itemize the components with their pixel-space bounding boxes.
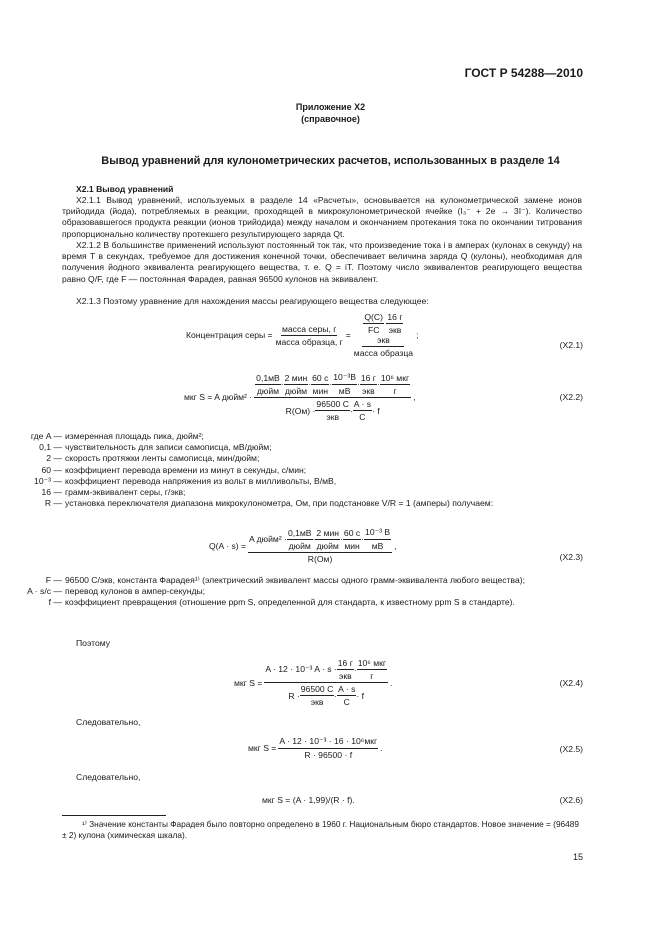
legend-row: где A — измеренная площадь пика, дюйм²; xyxy=(30,431,204,441)
legend-row: F — 96500 C/экв, константа Фарадея¹⁾ (электрический эквивалент массы одного грамм-эквивалента любого вещества); xyxy=(45,575,526,585)
legend-row: f — коэффициент превращения (отношение ppm S, определенной для стандарта, к известному ppm S в стандарте). xyxy=(48,597,515,608)
legend-row: 16 — грамм-эквивалент серы, г/экв; xyxy=(41,487,186,498)
equation-number-x2-2: (X2.2) xyxy=(559,392,583,402)
variable-legend xyxy=(0,431,583,509)
paragraph-x2-1-3: X2.1.3 Поэтому уравнение для нахождения массы реагирующего вещества следующее: xyxy=(76,296,429,306)
footnote: ¹⁾ Значение константы Фарадея было повторно определено в 1960 г. Национальным бюро стандартов. Новое значение = (96489 ± 2) кулона (химическая шкала). xyxy=(62,819,580,840)
legend-row: R — установка переключателя диапазона микрокулонометра, Ом, при подстановке V/R = 1 (амперы) получаем: xyxy=(44,498,494,509)
equation-number-x2-1: (X2.1) xyxy=(559,340,583,350)
equation-x2-3: Q(A · s) = A дюйм² · $\frac{0,1мВ}{\text{дюйм}}$ · $\frac{\text{2 мин}}{\text{дюйм}}$ · $\frac{60 с}{\text{мин}}$ · $\frac{\text{10⁻³ В}}{мВ}$ R(Ом) , xyxy=(209,527,397,564)
equation-number-x2-4: (X2.4) xyxy=(559,678,583,688)
appendix-heading xyxy=(0,101,661,125)
equation-number-x2-3: (X2.3) xyxy=(559,552,583,562)
equation-number-x2-6: (X2.6) xyxy=(559,795,583,805)
paragraph-x2-1-2: X2.1.2 В большинстве применений используют постоянный ток так, что произведение тока i в амперах (кулонах в секунду) на время T в секундах, требуемое для достижения конечной точки, обеспечивает величина заряда Q (кулоны), необходимая для получения йодного эквивалента реагирующего вещества, т. е. Q = iT. Поэтому число эквивалентов реагирующего вещества равно Q/F, где F — постоянная Фарадея, равная 96500 кулонов на эквивалент. xyxy=(62,240,582,284)
standard-header: ГОСТ Р 54288—2010 xyxy=(464,66,583,80)
legend-row: 0,1 — чувствительность для записи самописца, мВ/дюйм; xyxy=(39,442,272,453)
paragraph-x2-1-1: X2.1.1 Вывод уравнений, используемых в разделе 14 «Расчеты», основывается на кулонометрической замене ионов трийодида (йода), потребляемых в реакции, проходящей в микрокулонометрической ячейке (I₃⁻ + 2e → 3I⁻). Количество образовавшегося продукта реакции (ионов трийодида) между началом и окончанием протекания тока по окончании титрования пропорционально количеству протекшего результирующего заряда Qt. xyxy=(62,195,582,239)
equation-x2-2: мкг S = A дюйм² · $\frac{0,1мВ}{\text{дюйм}}$ · $\frac{\text{2 мин}}{\text{дюйм}}$ · $\frac{60 с}{\text{мин}}$ · $\frac{\text{10⁻³В}}{мВ}$ · $\frac{16 г}{\text{экв}}$ · $\frac{\text{10⁶ мкг}}{г}$ R(Ом) · $\frac{96500 C}{\text{экв}}$ · $\frac{A \cdot s}{C}$ · f , xyxy=(184,372,416,422)
appendix-type: (справочное) xyxy=(301,114,360,124)
variable-legend-2 xyxy=(0,575,583,609)
subsection-heading: X2.1 Вывод уравнений xyxy=(76,184,174,194)
equation-x2-4: мкг S = A · 12 · 10⁻³ A · s · $\frac{16 г}{\text{экв}}$ · $\frac{\text{10⁶ мкг}}{г}$ R · $\frac{96500 C}{\text{экв}}$ · $\frac{A \cdot s}{C}$ · f . xyxy=(234,658,393,707)
word-consequently-1: Следовательно, xyxy=(76,717,141,727)
legend-row: 60 — коэффициент перевода времени из минут в секунды, с/мин; xyxy=(41,464,307,475)
legend-row: 2 — скорость протяжки ленты самописца, мин/дюйм; xyxy=(46,453,260,464)
section-title: Вывод уравнений для кулонометрических расчетов, использованных в разделе 14 xyxy=(101,155,560,167)
legend-row: A · s/c — перевод кулонов в ампер-секунды; xyxy=(27,586,206,597)
equation-x2-1: Концентрация серы = $\frac{\text{масса серы, г}}{\text{масса образца, г}}$ = $\frac{Q(C)}{FC}$ $\frac{16 г}{\text{экв}}$ экв масса образца ; xyxy=(186,312,419,358)
appendix-label: Приложение X2 xyxy=(295,102,366,112)
page-number: 15 xyxy=(572,852,583,862)
equation-x2-6: мкг S = (A · 1,99)/(R · f). xyxy=(262,795,355,805)
word-consequently-2: Следовательно, xyxy=(76,772,141,782)
equation-x2-5: мкг S = $\frac{\text{A · 12 · 10⁻³ · 16 · 10⁶мкг}}{R \cdot 96500 \cdot f}$ . xyxy=(248,736,383,760)
legend-row: 10⁻³ — коэффициент перевода напряжения из вольт в милливольты, В/мВ, xyxy=(34,475,337,486)
equation-number-x2-5: (X2.5) xyxy=(559,744,583,754)
footnote-separator xyxy=(62,815,166,816)
word-therefore: Поэтому xyxy=(76,638,111,648)
